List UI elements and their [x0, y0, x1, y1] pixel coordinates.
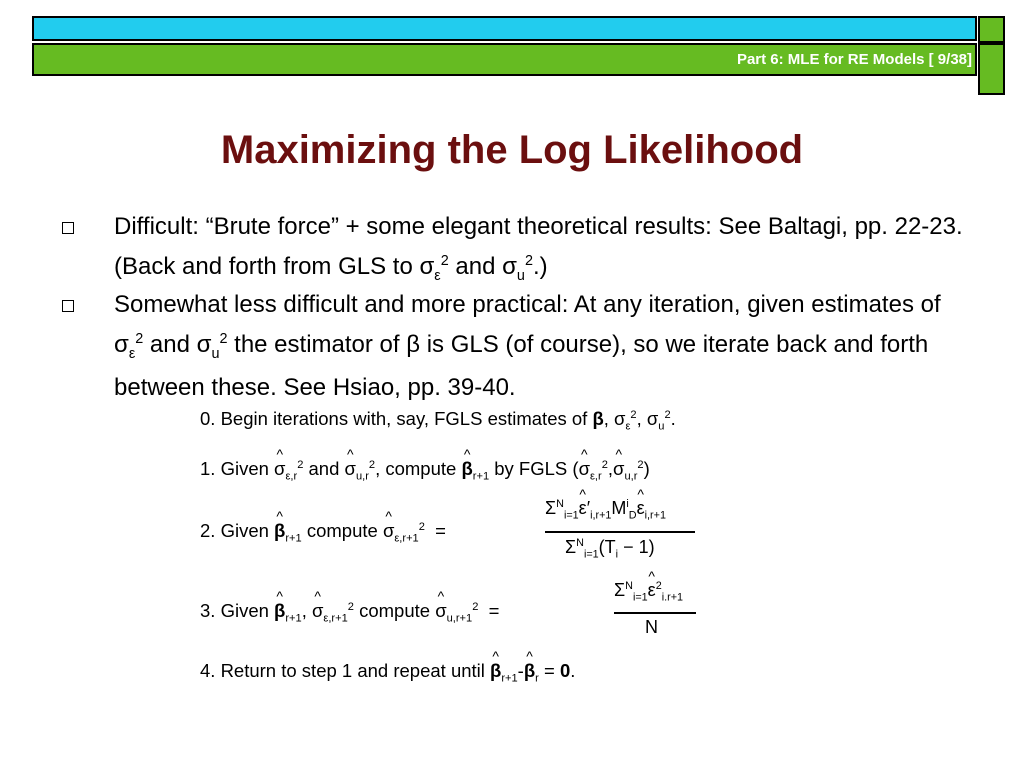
bullet-1-mid: and [448, 253, 503, 280]
header-square-bottom [978, 43, 1005, 95]
step-4-text: 4. Return to step 1 and repeat until [200, 660, 491, 681]
slide-title: Maximizing the Log Likelihood [220, 128, 804, 172]
step-3-fraction-bar [614, 612, 696, 614]
step-1: 1. Given ^ $\sigma_{\varepsilon,r}^2$ and ^ $\sigma_{u,r}^2$, compute ^ $\beta_{r+1}$ by FGLS (^ $\sigma_{\varepsilon,r}^2,\^{}$ $\sigma_{u,r}^2$) [200, 458, 650, 483]
bullet-2-pre: Somewhat less difficult and more practical: At any iteration, given estimates of [114, 291, 941, 318]
step-3-compute: compute [353, 600, 436, 621]
step-3: 3. Given ^ $\beta_{r+1}$, ^ $\sigma_{\varepsilon,r+1}^2$ compute ^ $\sigma_{u,r+1}^2$ = [200, 600, 499, 625]
step-2-fraction-bar [545, 531, 695, 533]
header-square-top [978, 16, 1005, 43]
step-2: 2. Given ^ $\beta_{r+1}$ compute ^ $\sigma_{\varepsilon,r+1}^2$ = [200, 520, 446, 545]
step-1-text: 1. Given [200, 458, 275, 479]
header-bar-top [32, 16, 977, 41]
bullet-text-2: Somewhat less difficult and more practical: At any iteration, given estimates of $\sigma_\varepsilon^2$ and $\sigma_u^2$ the estimator of β is GLS (of course), so we iterate back and forth between these. See Hsiao, pp. 39-40. [114, 291, 941, 401]
step-3-numerator: $\Sigma^N_{i=1}\^{}$ $\varepsilon^2_{i.r+1}$ [614, 580, 683, 604]
step-2-numerator: $\Sigma^N_{i=1}\^{}$ $\varepsilon'_{i,r+1}M^i_D\^{}$ $\varepsilon_{i,r+1}$ [545, 498, 666, 522]
step-4-equals: = [538, 660, 560, 681]
step-2-compute: compute [301, 520, 383, 541]
bullet-2-mid: and [143, 331, 197, 358]
step-3-denominator: N [645, 617, 658, 637]
step-2-text: 2. Given [200, 520, 275, 541]
bullet-1-pre: Difficult: “Brute force” + some elegant theoretical results: See Baltagi, pp. 22-23. (Back and forth from GLS to [114, 213, 963, 280]
step-1-and: and [303, 458, 345, 479]
step-1-by: by FGLS ( [489, 458, 579, 479]
step-4-zero: 0 [559, 660, 571, 681]
step-4: 4. Return to step 1 and repeat until ^ $\beta_{r+1}-\^{}$ $\beta_r = 0$. [200, 660, 575, 685]
slide-label: Part 6: MLE for RE Models [ 9/38] [736, 51, 972, 68]
bullet-2-post: the estimator of β is GLS (of course), so we iterate back and forth between these. See Hsiao, pp. 39-40. [114, 331, 929, 401]
bullet-marker-1 [62, 222, 74, 234]
step-3-text: 3. Given [200, 600, 275, 621]
step-1-compute: compute [380, 458, 462, 479]
bullet-marker-2 [62, 300, 74, 312]
bullet-1-post: .) [532, 253, 548, 280]
step-0: 0. Begin iterations with, say, FGLS estimates of β, $\sigma_\varepsilon^2$, $\sigma_u^2$. [200, 408, 676, 433]
step-2-denominator: $\Sigma^N_{i=1}(T_i - 1)$ [565, 537, 655, 561]
bullet-text-1: Difficult: “Brute force” + some elegant theoretical results: See Baltagi, pp. 22-23. (Back and forth from GLS to $\sigma_\varepsilon^2$ and $\sigma_u^2$.) [114, 213, 963, 284]
step-0-text: 0. Begin iterations with, say, FGLS estimates of [200, 408, 593, 429]
